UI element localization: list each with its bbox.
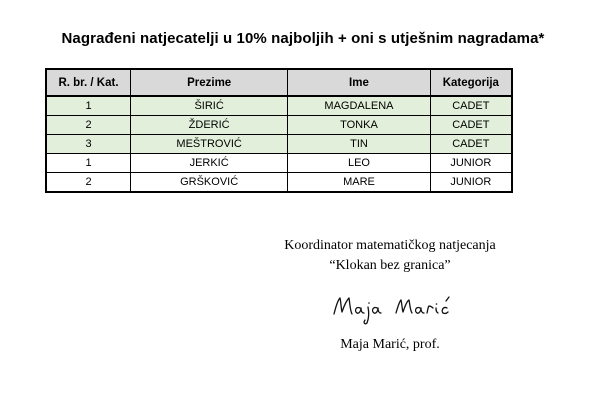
cell-category: JUNIOR	[430, 173, 512, 193]
cell-surname: ŠIRIĆ	[131, 96, 288, 116]
header-rank: R. br. / Kat.	[46, 69, 131, 96]
table-row	[46, 154, 512, 173]
header-surname: Prezime	[131, 69, 288, 96]
table-row	[46, 96, 512, 116]
table-header-row	[46, 69, 512, 96]
header-name: Ime	[288, 69, 430, 96]
cell-category: CADET	[430, 116, 512, 135]
cell-rank: 3	[46, 135, 131, 154]
cell-category: CADET	[430, 135, 512, 154]
results-table	[45, 68, 513, 193]
table-row	[46, 173, 512, 193]
table-row	[46, 135, 512, 154]
cell-category: JUNIOR	[430, 154, 512, 173]
cell-surname: JERKIĆ	[131, 154, 288, 173]
table-row	[46, 116, 512, 135]
cell-name: TIN	[288, 135, 430, 154]
cell-rank: 2	[46, 173, 131, 193]
cell-name: MAGDALENA	[288, 96, 430, 116]
cell-rank: 1	[46, 96, 131, 116]
cell-category: CADET	[430, 96, 512, 116]
header-category: Kategorija	[430, 69, 512, 96]
cell-surname: ŽDERIĆ	[131, 116, 288, 135]
competition-name: “Klokan bez granica”	[329, 258, 451, 273]
cell-surname: GRŠKOVIĆ	[131, 173, 288, 193]
signer-name: Maja Marić, prof.	[340, 337, 440, 352]
cell-rank: 2	[46, 116, 131, 135]
cell-name: MARE	[288, 173, 430, 193]
coordinator-role: Koordinator matematičkog natjecanja	[284, 238, 496, 253]
cell-surname: MEŠTROVIĆ	[131, 135, 288, 154]
cell-name: TONKA	[288, 116, 430, 135]
signature	[328, 292, 458, 326]
cell-rank: 1	[46, 154, 131, 173]
document-title: Nagrađeni natjecatelji u 10% najboljih + oni s utješnim nagradama*	[61, 30, 545, 47]
cell-name: LEO	[288, 154, 430, 173]
